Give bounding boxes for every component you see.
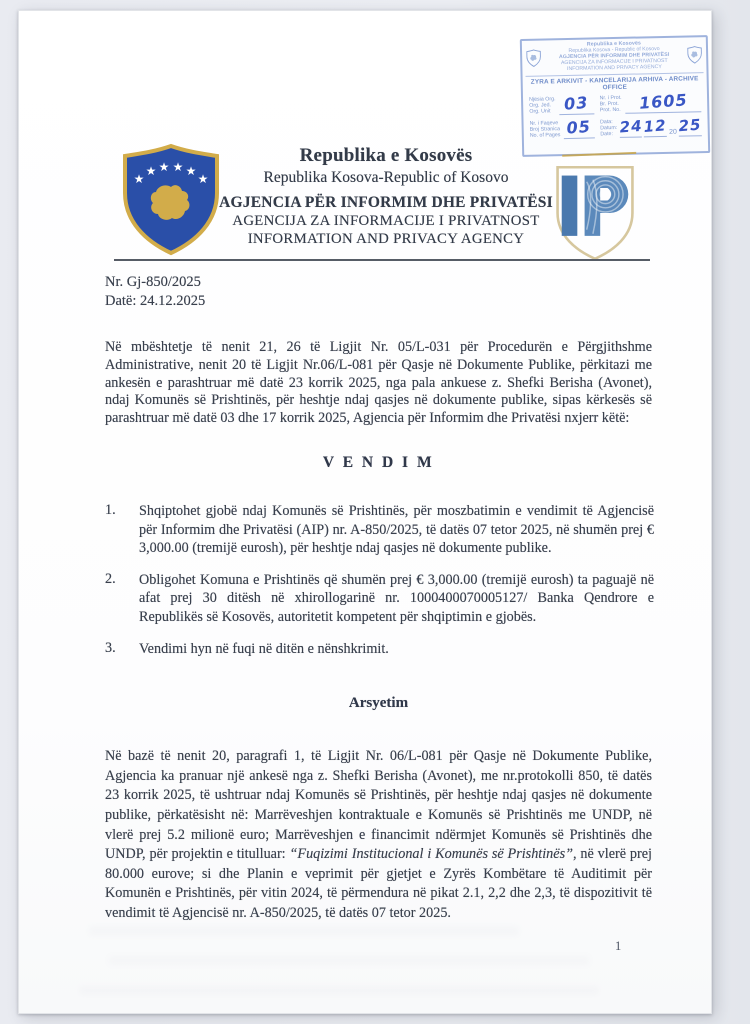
handwritten-pages: 05 [565,116,592,138]
handwritten-month: 12 [643,115,668,136]
decision-heading: V E N D I M [322,454,435,471]
agency-name-en: INFORMATION AND PRIVACY AGENCY [247,231,525,247]
project-title-italic: “Fuqizimi Institucional i Komunës së Prishtinës” [289,846,573,863]
stamp-field-date [600,117,702,138]
decision-items [105,502,654,671]
stamp-shield-icon [526,49,541,68]
agency-letterhead [216,145,556,248]
handwritten-prot-no: 1605 [637,89,688,113]
stamp-century: 20 [669,128,677,136]
stamp-office-line: ZYRA E ARKIVIT - KANCELARIJA ARHIVA - ARCHIVE OFFICE [526,72,704,95]
svg-text:★: ★ [145,164,157,178]
bleed-through-artifact [89,926,519,936]
reference-number: Nr. Gj-850/2025 [105,274,201,290]
handwritten-day: 24 [618,116,643,137]
reasoning-text-1: Në bazë të nenit 20, paragrafi 1, të Ligjit Nr. 06/L-081 për Qasje në Dokumente Publike, Agjencia ka pranuar një ankesë nga z. Shefki Berisha (Avonet), me nr.protokolli 850, të datës 23 korrik 2025, të ushtruar ndaj Komunës së Prishtinës, për heshtje ndaj qasjes në dokumente publike, përkatësisht në: Marrëveshjen kontraktuale e Komunës së Prishtinës me UNDP, në vlerë prej 5.2 milionë euro; Marrëveshjen e financimit ndërmjet Komunës së Prishtinës dhe UNDP, për projektin e titulluar: [105,748,652,863]
reasoning-text-2: , në vlerë prej 80.000 eurove; si dhe Planin e veprimit për gjetjet e Zyrës Kombëtare të Auditimit për Komunën e Prishtinës, për vitin 2024, të përmendura në pikat 2.1, 2,2 dhe 2,3, të dispozitivit të vendimit të Agjencisë nr. A-850/2025, të datës 07 tetor 2025. [105,846,652,921]
handwritten-org-unit: 03 [563,92,589,114]
stamp-field-label: Nr. i Prot. Br. Prot. Prot. No. [599,95,622,114]
decision-item [105,502,654,558]
country-subtitle: Republika Kosova-Republic of Kosovo [263,169,509,186]
svg-text:★: ★ [197,172,209,186]
reasoning-heading: Arsyetim [348,695,409,711]
svg-text:★: ★ [158,160,170,174]
reference-block [105,273,205,311]
svg-text:★: ★ [133,172,145,186]
agency-name-sq: AGJENCIA PËR INFORMIM DHE PRIVATËSI [219,194,553,211]
stamp-field-org-unit [529,92,594,116]
item-text: Shqiptohet gjobë ndaj Komunës së Prishtinës, për moszbatimin e vendimit të Agjencisë për Informim dhe Privatësi (AIP) nr. A-850/2025, të datës 07 tetor 2025, në shumën prej € 3,000.00 (tremijë eurosh), për heshtje ndaj qasjes në dokumente publike. [139,503,654,557]
archive-stamp [520,35,710,157]
stamp-field-prot-no [599,89,701,114]
stamp-field-label: Nr. i Faqeve Broj Stranica No. of Pages [529,120,561,140]
agency-name-sr: AGENCIJA ZA INFORMACIJE I PRIVATNOST [232,213,540,229]
svg-text:★: ★ [185,164,197,178]
decision-item [105,571,654,627]
stamp-field-label: Njësia Org. Org. Jed. Org. Unit [529,96,556,116]
stamp-agency-lines: Republika e Kosovës Republika Kosova - Republic of Kosovo AGJENCIA PËR INFORMIM DHE PRIVATËSI AGENCIJA ZA INFORMACIJE I PRIVATNOST INFORMATION AND PRIVACY AGENCY [558,40,670,72]
reasoning-paragraph [105,747,652,923]
handwritten-year: 25 [678,115,703,135]
ip-agency-logo [543,161,647,265]
stamp-shield-icon [687,45,702,64]
intro-paragraph: Në mbështetje të nenit 21, 26 të Ligjit Nr. 05/L-031 për Procedurën e Përgjithshme Administrative, nenit 20 të Ligjit Nr.06/L-081 për Qasje në Dokumente Publike, përkitazi me ankesën e parashtruar më datë 23 korrik 2025, nga pala ankuese z. Shefki Berisha (Avonet), ndaj Komunës së Prishtinës, për heshtje ndaj qasjes në dokumente publike, sipas kërkesës së parashtruar më datë 03 dhe 17 korrik 2025, Agjencia për Informim dhe Privatësi nxjerr këtë: [105,339,652,426]
stamp-header [522,37,707,74]
decision-item [105,640,654,659]
bleed-through-artifact [109,956,589,965]
kosovo-coat-of-arms [117,141,225,259]
reference-date: Datë: 24.12.2025 [105,293,206,309]
item-text: Vendimi hyn në fuqi në ditën e nënshkrimit. [139,640,389,657]
document-page [18,10,712,1014]
stamp-fields [523,91,708,140]
item-number: 1. [105,502,116,518]
header-divider [114,259,650,261]
page-number: 1 [615,939,622,953]
item-number: 3. [105,639,116,656]
stamp-gold-underline [562,152,636,157]
stamp-field-label: Data: Datum: Date: [599,119,618,138]
svg-text:★: ★ [172,160,184,174]
country-title: Republika e Kosovës [299,145,473,166]
item-number: 2. [105,570,116,587]
stamp-field-pages [529,116,594,140]
item-text: Obligohet Komuna e Prishtinës që shumën prej € 3,000.00 (tremijë eurosh) ta paguajë në afat prej 30 ditësh në xhirollogarinë nr. 1000400070005127/ Banka Qendrore e Republikës së Kosovës, autoritetit kompetent për shqiptimin e gjobës. [139,571,654,625]
bleed-through-artifact [79,986,599,995]
